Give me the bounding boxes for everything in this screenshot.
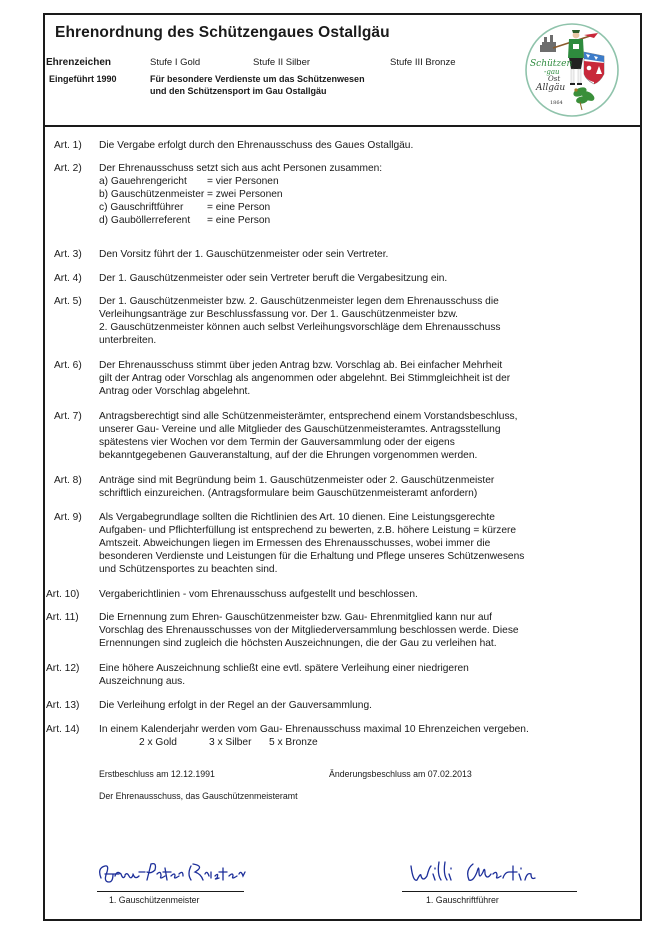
article-line: Vergaberichtlinien - vom Ehrenausschuss aufgestellt und beschlossen. (99, 589, 418, 600)
article-line: gilt der Antrag oder Vorschlag als angenommen oder abgelehnt. Bei Stimmgleichheit ist der (99, 373, 511, 385)
article-line: Der 1. Gauschützenmeister oder sein Vertreter beruft die Vergabesitzung ein. (99, 273, 448, 284)
article-text (99, 359, 629, 398)
article-text (99, 723, 629, 749)
article-line: In einem Kalenderjahr werden vom Gau- Ehrenausschuss maximal 10 Ehrenzeichen vergeben. (99, 724, 529, 735)
article-number: Art. 1) (54, 140, 82, 151)
signature-role: 1. Gauschriftführer (426, 895, 499, 905)
purpose-line: und den Schützensport im Gau Ostallgäu (150, 85, 327, 96)
article-number: Art. 3) (54, 249, 82, 260)
quota-bronze: 5 x Bronze (269, 737, 318, 749)
article-text (99, 410, 629, 462)
purpose-text (150, 74, 365, 97)
quota-silber: 3 x Silber (209, 737, 252, 749)
article-text (99, 248, 629, 261)
article-number: Art. 12) (46, 663, 80, 674)
article-line: Anträge sind mit Begründung beim 1. Gauschützenmeister oder 2. Gauschützenmeister (99, 475, 495, 486)
document-title: Ehrenordnung des Schützengaues Ostallgäu (55, 24, 390, 41)
article-number: Art. 2) (54, 163, 82, 174)
article-line: Die Vergabe erfolgt durch den Ehrenausschuss des Gaues Ostallgäu. (99, 140, 414, 151)
member-role: d) Gauböllerreferent (99, 215, 191, 227)
article-line: Amtszeit. Abweichungen liegen im Ermessen des Ehrenausschusses, wobei immer die (99, 538, 491, 550)
signature-line (97, 891, 244, 892)
issuer-text: Der Ehrenausschuss, das Gauschützenmeisteramt (99, 791, 298, 801)
article-text (99, 588, 629, 601)
article-line: 2. Gauschützenmeister können auch selbst Verleihungsvorschläge dem Ehrenausschuss (99, 322, 501, 334)
quota-gold: 2 x Gold (139, 737, 177, 749)
member-count: = eine Person (207, 202, 271, 214)
member-row (99, 201, 629, 214)
member-count: = vier Personen (207, 176, 279, 188)
document-header (45, 15, 640, 127)
signature-hans-peter-kristen-icon (95, 860, 255, 890)
article-number: Art. 8) (54, 475, 82, 486)
article-line: Als Vergabegrundlage sollten die Richtlinien des Art. 10 dienen. Eine Leistungsgerechte (99, 512, 495, 523)
signature-willi-martin-icon (407, 858, 557, 890)
member-row (99, 214, 629, 227)
article-text (99, 662, 629, 688)
article-line: Der 1. Gauschützenmeister bzw. 2. Gauschützenmeister legen dem Ehrenausschuss die (99, 296, 499, 307)
stufe-bronze: Stufe III Bronze (390, 57, 456, 68)
article-number: Art. 6) (54, 360, 82, 371)
svg-text:1864: 1864 (550, 100, 563, 106)
article-line: Vorschlag des Ehrenausschusses von der Mitgliederversammlung beschlossen werde. Diese (99, 625, 519, 637)
article-line: und Schützensportes zu beachten sind. (99, 564, 278, 576)
member-row (99, 188, 629, 201)
signature-line (402, 891, 577, 892)
article-number: Art. 13) (46, 700, 80, 711)
svg-text:-gau: -gau (544, 68, 560, 76)
member-count: = eine Person (207, 215, 271, 227)
article-text (99, 162, 629, 227)
committee-members-list (99, 175, 629, 227)
article-text (99, 511, 629, 576)
article-number: Art. 14) (46, 724, 80, 735)
article-number: Art. 9) (54, 512, 82, 523)
article-number: Art. 5) (54, 296, 82, 307)
article-line: unserer Gau- Vereine und alle Mitglieder des Gauschützenmeisteramtes. Antragsstellung (99, 424, 501, 436)
stufe-silber: Stufe II Silber (253, 57, 311, 68)
article-line: Ernennungen sind zugleich die höchsten Auszeichnungen, die der Gau zu verleihen hat. (99, 638, 497, 650)
article-text (99, 295, 629, 347)
article-line: Der Ehrenausschuss setzt sich aus acht Personen zusammen: (99, 163, 383, 174)
article-text (99, 611, 629, 650)
article-line: Verleihungsanträge zur Beschlussfassung vor. Der 1. Gauschützenmeister bzw. (99, 309, 459, 321)
article-line: Die Ernennung zum Ehren- Gauschützenmeister bzw. Gau- Ehrenmitglied kann nur auf (99, 612, 492, 623)
member-count: = zwei Personen (207, 189, 283, 201)
member-role: c) Gauschriftführer (99, 202, 184, 214)
signature-role: 1. Gauschützenmeister (109, 895, 200, 905)
article-line: bekanntgegebenen Gauveranstaltung, auf der die Ehrungen vorgenommen werden. (99, 450, 478, 462)
article-line: Antragsberechtigt sind alle Schützenmeisterämter, entsprechend einem Vorstandsbeschluss, (99, 411, 518, 422)
article-text (99, 139, 629, 152)
article-line: Der Ehrenausschuss stimmt über jeden Antrag bzw. Vorschlag ab. Bei einfacher Mehrheit (99, 360, 503, 371)
svg-text:Allgäu: Allgäu (536, 83, 566, 93)
article-text (99, 474, 629, 500)
member-row (99, 175, 629, 188)
stufe-gold: Stufe I Gold (150, 57, 201, 68)
article-line: Aufgaben- und Pflichterfüllung ist entsprechend zu bewerten, z.B. höhere Leistung = kürzere (99, 525, 517, 537)
ehrenzeichen-label: Ehrenzeichen (46, 57, 112, 68)
award-quota-row (99, 736, 629, 749)
article-number: Art. 10) (46, 589, 80, 600)
first-resolution-date: Erstbeschluss am 12.12.1991 (99, 769, 215, 779)
member-role: b) Gauschützenmeister (99, 189, 205, 201)
article-number: Art. 11) (46, 612, 79, 623)
svg-text:Ost: Ost (548, 75, 561, 83)
amendment-resolution-date: Änderungsbeschluss am 07.02.2013 (329, 769, 472, 779)
article-line: Antrag oder Vorschlag abgelehnt. (99, 386, 251, 398)
article-line: unterbreiten. (99, 335, 157, 347)
article-line: Eine höhere Auszeichnung schließt eine evtl. spätere Verleihung einer niedrigeren (99, 663, 469, 674)
article-number: Art. 7) (54, 411, 82, 422)
svg-text:Schützen: Schützen (530, 59, 573, 69)
schuetzengau-emblem-icon (524, 22, 620, 118)
article-line: Den Vorsitz führt der 1. Gauschützenmeister oder sein Vertreter. (99, 249, 389, 260)
purpose-line: Für besondere Verdienste um das Schützenwesen (150, 74, 365, 84)
article-line: Auszeichnung aus. (99, 676, 186, 688)
introduced-label: Eingeführt 1990 (49, 74, 117, 84)
article-line: schriftlich einzureichen. (Antragsformulare beim Gauschützenmeisteramt anfordern) (99, 488, 478, 500)
article-line: spätestens vier Wochen vor dem Termin der Gauversammlung oder der eigens (99, 437, 455, 449)
document-frame (43, 13, 642, 921)
article-line: besonderen Verdienste und Leistungen für die Erhaltung und Pflege unseres Schützenwesens (99, 551, 525, 563)
article-text (99, 699, 629, 712)
article-number: Art. 4) (54, 273, 82, 284)
article-text (99, 272, 629, 285)
member-role: a) Gauehrengericht (99, 176, 187, 188)
article-line: Die Verleihung erfolgt in der Regel an der Gauversammlung. (99, 700, 372, 711)
